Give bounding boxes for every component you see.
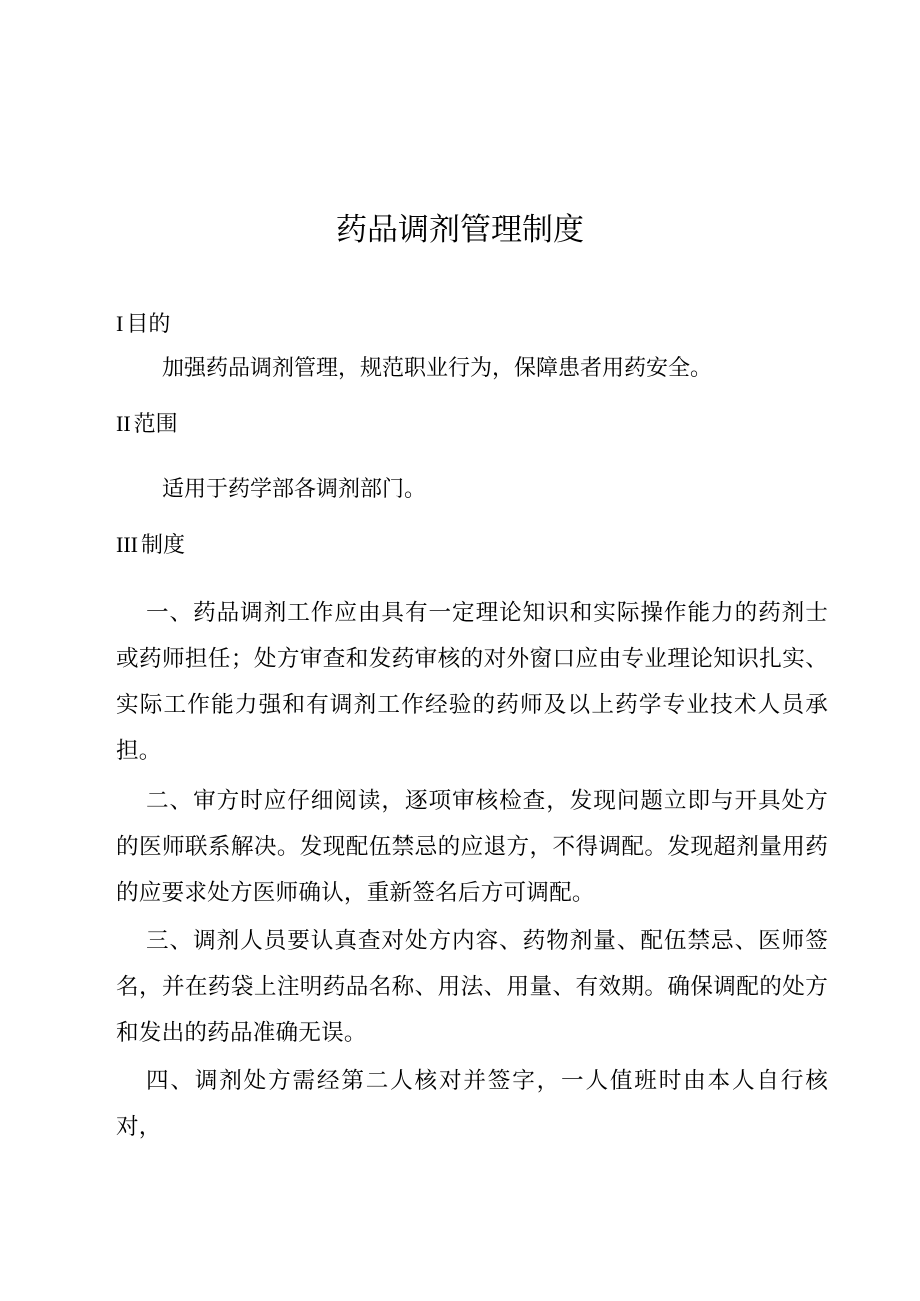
section-heading-scope <box>116 407 178 442</box>
policy-paragraph-1: 一、药品调剂工作应由具有一定理论知识和实际操作能力的药剂士或药师担任；处方审查和发药审核的对外窗口应由专业理论知识扎实、实际工作能力强和有调剂工作经验的药师及以上药学专业技术人员承担。 <box>116 600 828 764</box>
section-heading-text: 制度 <box>140 533 185 558</box>
section-number: III <box>116 532 138 557</box>
section-heading-policy <box>116 528 185 563</box>
section-heading-text: 目的 <box>126 312 171 337</box>
section-heading-text: 范围 <box>133 412 178 437</box>
section-number: I <box>116 311 124 336</box>
policy-paragraph-3: 三、调剂人员要认真查对处方内容、药物剂量、配伍禁忌、医师签名，并在药袋上注明药品名称、用法、用量、有效期。确保调配的处方和发出的药品准确无误。 <box>116 928 828 1046</box>
policy-paragraph-4: 四、调剂处方需经第二人核对并签字，一人值班时由本人自行核对， <box>116 1068 828 1140</box>
section-body-scope: 适用于药学部各调剂部门。 <box>162 477 427 502</box>
document-title: 药品调剂管理制度 <box>336 212 584 248</box>
section-number: II <box>116 411 131 436</box>
section-heading-purpose <box>116 307 170 342</box>
policy-paragraph-2: 二、审方时应仔细阅读，逐项审核检查，发现问题立即与开具处方的医师联系解决。发现配伍禁忌的应退方，不得调配。发现超剂量用药的应要求处方医师确认，重新签名后方可调配。 <box>116 788 828 906</box>
section-body-purpose: 加强药品调剂管理，规范职业行为，保障患者用药安全。 <box>162 356 713 381</box>
